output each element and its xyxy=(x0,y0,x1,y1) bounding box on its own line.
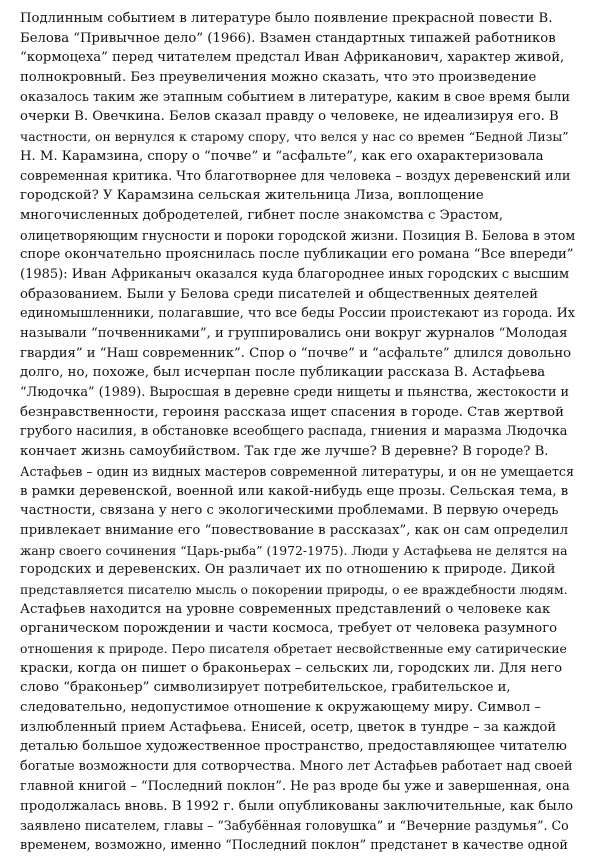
text-line: единомышленники, полагавшие, что все беды России проистекают из города. Их xyxy=(20,306,575,322)
text-line: городской? У Карамзина сельская жительница Лиза, воплощение xyxy=(20,188,484,204)
text-line: органическом порождении и части космоса, требует от человека разумного xyxy=(20,621,558,637)
text-line: Белова “Привычное дело” (1966). Взамен стандартных типажей работников xyxy=(20,30,556,46)
text-line: частности, он вернулся к старому спору, что велся у нас со времен “Бедной Лизы” xyxy=(20,129,569,145)
text-line: временем, возможно, именно “Последний поклон” предстанет в качестве одной xyxy=(20,837,568,853)
text-line: Н. М. Карамзина, спору о “почве” и “асфальте”, как его охарактеризовала xyxy=(20,148,544,164)
text-line: гвардия” и “Наш современник”. Спор о “почве” и “асфальте” длился довольно xyxy=(20,345,572,361)
text-line: частности, связана у него с экологическими проблемами. В первую очередь xyxy=(20,503,559,519)
text-line: городских и деревенских. Он различает их по отношению к природе. Дикой xyxy=(20,562,556,578)
text-line: олицетворяющим гнусности и пороки городской жизни. Позиция В. Белова в этом xyxy=(20,227,575,243)
text-line: оказалось таким же этапным событием в литературе, каким в свое время были xyxy=(20,89,571,105)
text-line: Подлинным событием в литературе было появление прекрасной повести В. xyxy=(20,11,553,26)
text-line: многочисленных добродетелей, гибнет после знакомства с Эрастом, xyxy=(20,207,504,223)
text-line: заявлено писателем, главы – “Забубённая головушка” и “Вечерние раздумья”. Со xyxy=(20,818,569,834)
text-line: образованием. Были у Белова среди писателей и общественных деятелей xyxy=(20,286,539,302)
text-line: кончает жизнь самоубийством. Так где же лучше? В деревне? В городе? В. xyxy=(20,444,549,460)
text-line: Астафьев – один из видных мастеров современной литературы, и он не умещается xyxy=(20,463,574,479)
text-line: грубого насилия, в обстановке всеобщего распада, гниения и маразма Людочка xyxy=(20,424,568,440)
text-line: жанр своего сочинения “Царь-рыба” (1972-1975). Люди у Астафьева не делятся на xyxy=(20,542,568,558)
text-line: долго, но, похоже, был исчерпан после публикации рассказа В. Астафьева xyxy=(20,365,546,381)
text-line: привлекает внимание его “повествование в рассказах”, как он сам определил xyxy=(20,522,569,538)
text-line: споре окончательно прояснилась после публикации его романа “Все впереди” xyxy=(20,247,574,263)
text-line: продолжалась вновь. В 1992 г. были опубликованы заключительные, как было xyxy=(20,798,574,814)
text-line: в рамки деревенской, военной или какой-нибудь еще прозы. Сельская тема, в xyxy=(20,483,569,499)
text-line: представляется писателю мысль о покорении природы, о ее враждебности людям. xyxy=(20,581,568,597)
text-line: краски, когда он пишет о браконьерах – сельских ли, городских ли. Для него xyxy=(20,660,563,676)
text-line: отношения к природе. Перо писателя обретает несвойственные ему сатирические xyxy=(20,641,567,656)
text-line: очерки В. Овечкина. Белов сказал правду о человеке, не идеализируя его. В xyxy=(20,109,559,125)
text-line: деталью большое художественное пространство, предоставляющее читателю xyxy=(20,739,567,755)
text-line: богатые возможности для сотворчества. Много лет Астафьев работает над своей xyxy=(20,759,573,775)
text-line: излюбленный прием Астафьева. Енисей, осетр, цветок в тундре – за каждой xyxy=(20,719,557,735)
text-line: следовательно, недопустимое отношение к окружающему миру. Символ – xyxy=(20,700,542,716)
text-line: Астафьев находится на уровне современных представлений о человеке как xyxy=(20,601,551,617)
text-line: современная критика. Что благотворнее для человека – воздух деревенский или xyxy=(20,168,571,184)
body-text xyxy=(20,9,575,856)
text-line: (1985): Иван Африканыч оказался куда благороднее иных городских с высшим xyxy=(20,266,570,282)
text-line: “кормоцеха” перед читателем предстал Иван Африканович, характер живой, xyxy=(20,50,565,66)
text-line: “Людочка” (1989). Выросшая в деревне среди нищеты и пьянства, жестокости и xyxy=(20,385,570,401)
text-line: полнокровный. Без преувеличения можно сказать, что это произведение xyxy=(20,70,537,86)
text-line: главной книгой – “Последний поклон”. Не раз вроде бы уже и завершенная, она xyxy=(20,778,570,794)
text-line: называли “почвенниками”, и группировались они вокруг журналов “Молодая xyxy=(20,326,568,341)
text-line: безнравственности, героиня рассказа ищет спасения в городе. Став жертвой xyxy=(20,404,564,420)
text-line: слово “браконьер” символизирует потребительское, грабительское и, xyxy=(20,680,511,696)
